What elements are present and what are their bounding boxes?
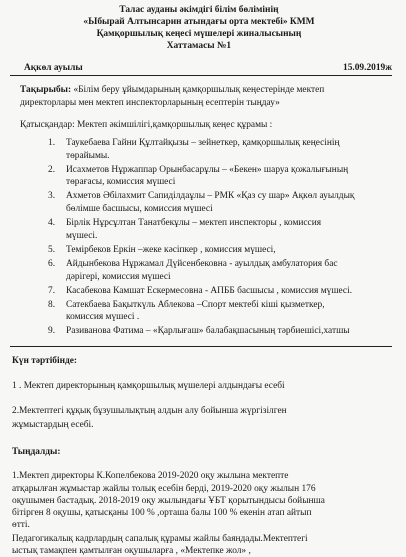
member-number: 9. <box>48 326 56 337</box>
member-number: 4. <box>48 218 56 229</box>
agenda-item-2-line-1: 2.Мектептегі құқық бұзушылықтың алдын алу бойынша жүргізілген <box>12 406 287 416</box>
members-rule <box>10 346 392 347</box>
listened-line: бітірген 8 оқушы, қатысқаны 100 % ,орташа балы 100 % екенін атап айтып <box>12 508 312 518</box>
member-number: 2. <box>48 164 56 175</box>
header-line-3: Қамқоршылық кеңесі мүшелері жиналысының <box>96 28 302 39</box>
agenda-title: Күн тәртібінде: <box>12 356 78 366</box>
topic-line-1 <box>20 84 324 96</box>
member-line: дәрігері, комиссия мүшесі <box>66 271 171 282</box>
member-line: Касабекова Камшат Ескермесовна - АПББ басшысы , комиссия мүшесі. <box>66 285 353 296</box>
topic-label: Тақырыбы: <box>20 85 72 95</box>
date: 15.09.2019ж <box>343 63 392 73</box>
member-number: 1. <box>48 138 56 148</box>
agenda-item-2-line-2: жұмыстардың есебі. <box>12 420 94 430</box>
place: Ақкөл ауылы <box>24 63 83 73</box>
listened-line: 1.Мектеп директоры К.Копелбекова 2019-2020 оқу жылына мектепте <box>12 471 289 481</box>
member-number: 7. <box>48 285 56 296</box>
agenda-item-1: 1 . Мектеп директорының қамқоршылық мүшелері алдындағы есебі <box>12 381 285 391</box>
topic-line-2: директорлары мен мектеп инспекторларының есептерін тыңдау» <box>20 98 280 108</box>
member-line: төрайымы. <box>66 150 110 161</box>
header-line-2: «Ыбырай Алтынсарин атындағы орта мектебі» КММ <box>83 16 315 27</box>
member-line: бөлімше басшысы, комиссия мүшесі <box>66 204 213 214</box>
member-line: комиссия мүшесі . <box>66 312 140 323</box>
member-line: Ахметов Әбілахмит Сапиділдаұлы – РМК «Қаз су шар» Ақкөл ауылдық <box>66 191 355 202</box>
member-number: 6. <box>48 258 56 269</box>
member-line: Темірбеков Еркін –жеке кәсіпкер , комиссия мүшесі, <box>66 244 276 255</box>
header-rule <box>10 75 392 76</box>
listened-line: Педагогикалық кадрлардың сапалық құрамы жайлы баяндады.Мектептегі <box>12 534 308 544</box>
topic-text-1: «Білім беру ұйымдарының қамқоршылық кеңестерінде мектеп <box>71 85 325 95</box>
member-line: төрағасы, комиссия мүшесі <box>66 177 176 188</box>
member-line: Айдынбекова Нұржамал Дүйсенбековна - ауылдық амбулатория бас <box>66 258 338 269</box>
member-number: 3. <box>48 191 56 202</box>
member-line: Бірлік Нұрсұлтан Танатбекұлы – мектеп инспекторы , комиссия <box>66 218 322 229</box>
member-number: 8. <box>48 299 56 310</box>
listened-line: атқарылған жұмыстар жайлы толық есебін берді, 2019-2020 оқу жылын 176 <box>12 484 316 494</box>
listened-line: өтті. <box>12 520 30 530</box>
listened-line: ыстық тамақпен қамтылған оқушыларға , «Мектепке жол» , <box>12 546 251 556</box>
member-line: Разиванова Фатима – «Қарлығаш» балабақшасының тәрбиешісі,хатшы <box>66 326 350 337</box>
header-line-4: Хаттамасы №1 <box>166 40 232 51</box>
member-line: мүшесі. <box>66 230 98 241</box>
member-line: Исахметов Нұржаппар Орынбасарұлы – «Бекен» шаруа қожалығының <box>66 164 349 175</box>
attendees-intro: Қатысқандар: Мектеп әкімшілігі,қамқоршылық кеңес құрамы : <box>20 120 273 130</box>
listened-title: Тыңдалды: <box>12 447 61 457</box>
member-number: 5. <box>48 244 56 255</box>
member-line: Таукебаева Гайни Құлтайқызы – зейнеткер, қамқоршылық кеңесінің <box>66 138 340 148</box>
listened-line: оқушымен бастадық. 2018-2019 оқу жылындағы ҰБТ қорытындысы бойынша <box>12 496 325 506</box>
member-line: Сатекбаева Бақыткүль Аблекова –Спорт мектебі кіші қызметкер, <box>66 299 325 310</box>
header-line-1: Талас ауданы әкімдігі білім бөлімінің <box>119 4 279 15</box>
